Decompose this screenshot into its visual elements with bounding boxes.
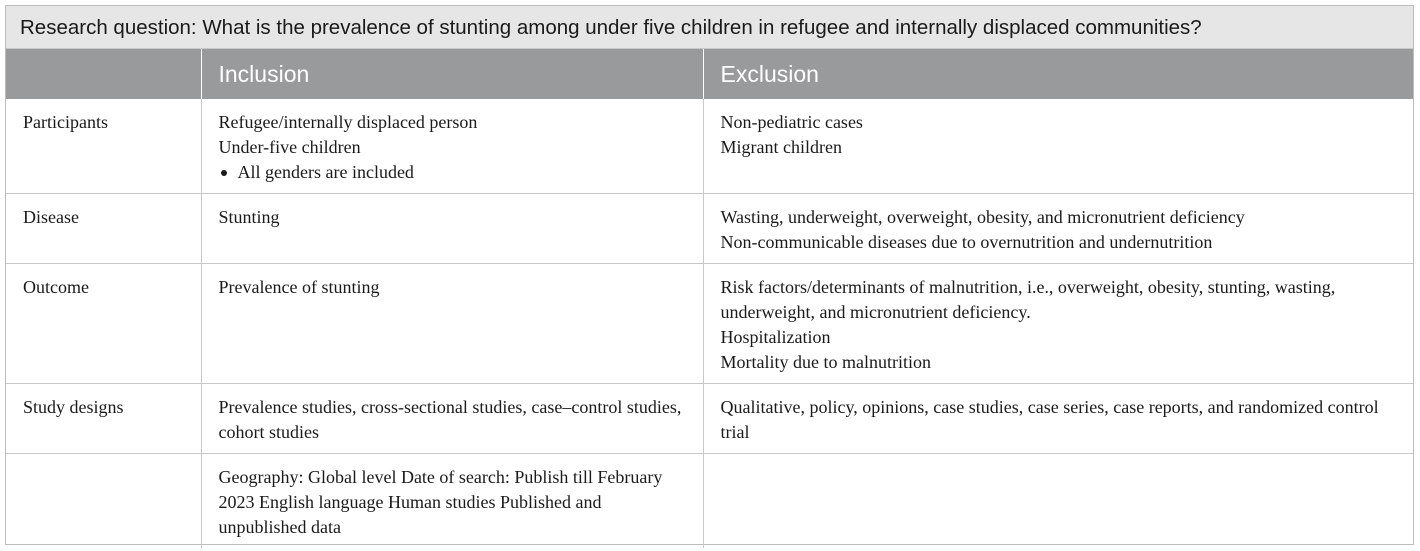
header-category: [6, 49, 201, 99]
research-question-title: Research question: What is the prevalence of stunting among under five children in refugee and internally displaced communities?: [6, 6, 1413, 49]
table-row: [6, 264, 1413, 384]
exclusion-line: Wasting, underweight, overweight, obesity, and micronutrient deficiency: [720, 207, 1245, 227]
inclusion-line: Under-five children: [218, 137, 361, 157]
table-row: [6, 384, 1413, 454]
exclusion-line: Mortality due to malnutrition: [720, 352, 931, 372]
row-label: Participants: [6, 99, 201, 194]
row-label: [6, 454, 201, 549]
exclusion-cell: [703, 384, 1413, 454]
exclusion-cell: [703, 454, 1413, 549]
exclusion-line: Hospitalization: [720, 327, 831, 347]
inclusion-line: Prevalence studies, cross-sectional studies, case–control studies, cohort studies: [218, 397, 682, 442]
inclusion-cell: [201, 454, 703, 549]
header-exclusion: Exclusion: [703, 49, 1413, 99]
exclusion-line: Migrant children: [720, 137, 842, 157]
exclusion-cell: [703, 194, 1413, 264]
row-label: Study designs: [6, 384, 201, 454]
table-row: [6, 454, 1413, 549]
row-label: Outcome: [6, 264, 201, 384]
inclusion-line: Prevalence of stunting: [218, 277, 380, 297]
inclusion-line: Stunting: [218, 207, 280, 227]
exclusion-line: Risk factors/determinants of malnutrition, i.e., overweight, obesity, stunting, wasting, underweight, and micronutrient deficiency.: [720, 277, 1336, 322]
header-row: [6, 49, 1413, 99]
inclusion-cell: [201, 384, 703, 454]
inclusion-cell: [201, 264, 703, 384]
list-item: [219, 160, 693, 185]
exclusion-cell: [703, 99, 1413, 194]
criteria-table: [6, 49, 1413, 548]
exclusion-line: Non-pediatric cases: [720, 112, 863, 132]
exclusion-line: Qualitative, policy, opinions, case studies, case series, case reports, and randomized control trial: [720, 397, 1379, 442]
row-label: Disease: [6, 194, 201, 264]
bullet-text: All genders are included: [237, 162, 414, 182]
header-inclusion: Inclusion: [201, 49, 703, 99]
bullet-icon: [221, 170, 227, 176]
exclusion-line: Non-communicable diseases due to overnutrition and undernutrition: [720, 232, 1213, 252]
inclusion-cell: [201, 194, 703, 264]
table-row: [6, 99, 1413, 194]
table-row: [6, 194, 1413, 264]
inclusion-line: Geography: Global level Date of search: Publish till February 2023 English language Human studies Published and unpublished data: [218, 467, 663, 537]
inclusion-bullet-list: [219, 160, 693, 185]
criteria-table-panel: [5, 5, 1414, 545]
inclusion-cell: [201, 99, 703, 194]
inclusion-line: Refugee/internally displaced person: [218, 112, 478, 132]
exclusion-cell: [703, 264, 1413, 384]
